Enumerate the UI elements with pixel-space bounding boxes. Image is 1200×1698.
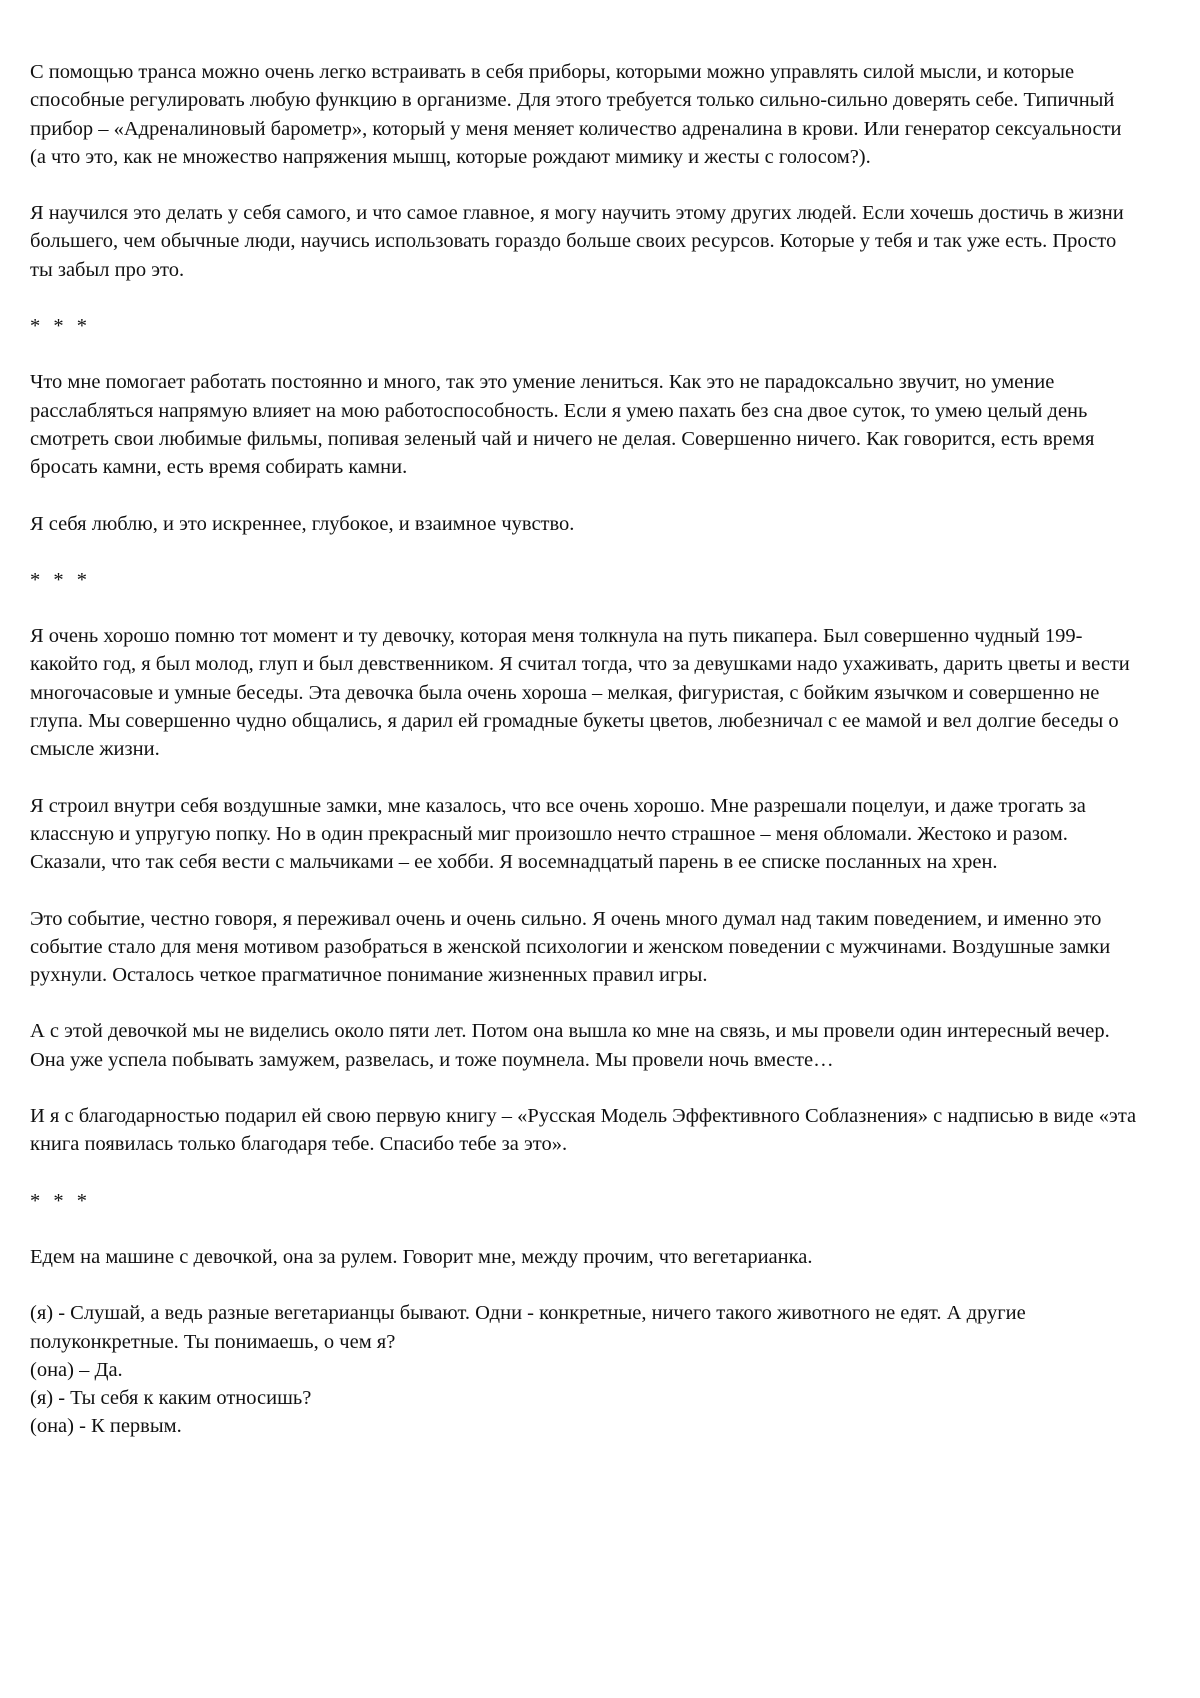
paragraph: Едем на машине с девочкой, она за рулем. Говорит мне, между прочим, что вегетарианка.	[30, 1245, 813, 1268]
section-separator: * * *	[30, 315, 91, 338]
dialogue-line: (я) - Ты себя к каким относишь?	[30, 1387, 312, 1410]
paragraph: С помощью транса можно очень легко встраивать в себя приборы, которыми можно управлять силой мысли, и которые способные регулировать любую функцию в организме. Для этого требуется только сильно-сильно доверять себе. Типичный прибор – «Адреналиновый барометр», который у меня меняет количество адреналина в крови. Или генератор сексуальности (а что это, как не множество напряжения мышц, которые рождают мимику и жесты с голосом?).	[30, 61, 1122, 168]
paragraph: Я себя люблю, и это искреннее, глубокое, и взаимное чувство.	[30, 512, 575, 535]
dialogue-line: (она) - К первым.	[30, 1415, 182, 1438]
paragraph: Я научился это делать у себя самого, и что самое главное, я могу научить этому других людей. Если хочешь достичь в жизни большего, чем обычные люди, научись использовать гораздо больше своих ресурсов. Которые у тебя и так уже есть. Просто ты забыл про это.	[30, 202, 1124, 281]
section-separator: * * *	[30, 568, 91, 591]
section-separator: * * *	[30, 1189, 91, 1212]
paragraph: И я с благодарностью подарил ей свою первую книгу – «Русская Модель Эффективного Соблазнения» с надписью в виде «эта книга появилась только благодаря тебе. Спасибо тебе за это».	[30, 1105, 1137, 1156]
dialogue-line: (я) - Слушай, а ведь разные вегетарианцы бывают. Одни - конкретные, ничего такого животного не едят. А другие полуконкретные. Ты понимаешь, о чем я?	[30, 1302, 1026, 1353]
dialogue	[30, 1299, 1140, 1440]
paragraph: Это событие, честно говоря, я переживал очень и очень сильно. Я очень много думал над таким поведением, и именно это событие стало для меня мотивом разобраться в женской психологии и женском поведении с мужчинами. Воздушные замки рухнули. Осталось четкое прагматичное понимание жизненных правил игры.	[30, 907, 1111, 987]
paragraph: Я строил внутри себя воздушные замки, мне казалось, что все очень хорошо. Мне разрешали поцелуи, и даже трогать за классную и упругую попку. Но в один прекрасный миг произошло нечто страшное – меня обломали. Жестоко и разом. Сказали, что так себя вести с мальчиками – ее хобби. Я восемнадцатый парень в ее списке посланных на хрен.	[30, 794, 1086, 874]
paragraph: Что мне помогает работать постоянно и много, так это умение лениться. Как это не парадоксально звучит, но умение расслабляться напрямую влияет на мою работоспособность. Если я умею пахать без сна двое суток, то умею целый день смотреть свои любимые фильмы, попивая зеленый чай и ничего не делая. Совершенно ничего. Как говорится, есть время бросать камни, есть время собирать камни.	[30, 371, 1095, 479]
paragraph: А с этой девочкой мы не виделись около пяти лет. Потом она вышла ко мне на связь, и мы провели один интересный вечер. Она уже успела побывать замужем, развелась, и тоже поумнела. Мы провели ночь вместе…	[30, 1020, 1110, 1071]
document-page	[30, 58, 1140, 1441]
dialogue-line: (она) – Да.	[30, 1358, 123, 1381]
paragraph: Я очень хорошо помню тот момент и ту девочку, которая меня толкнула на путь пикапера. Был совершенно чудный 199-какойто год, я был молод, глуп и был девственником. Я считал тогда, что за девушками надо ухаживать, дарить цветы и вести многочасовые и умные беседы. Эта девочка была очень хороша – мелкая, фигуристая, с бойким язычком и совершенно не глупа. Мы совершенно чудно общались, я дарил ей громадные букеты цветов, любезничал с ее мамой и вел долгие беседы о смысле жизни.	[30, 625, 1130, 761]
